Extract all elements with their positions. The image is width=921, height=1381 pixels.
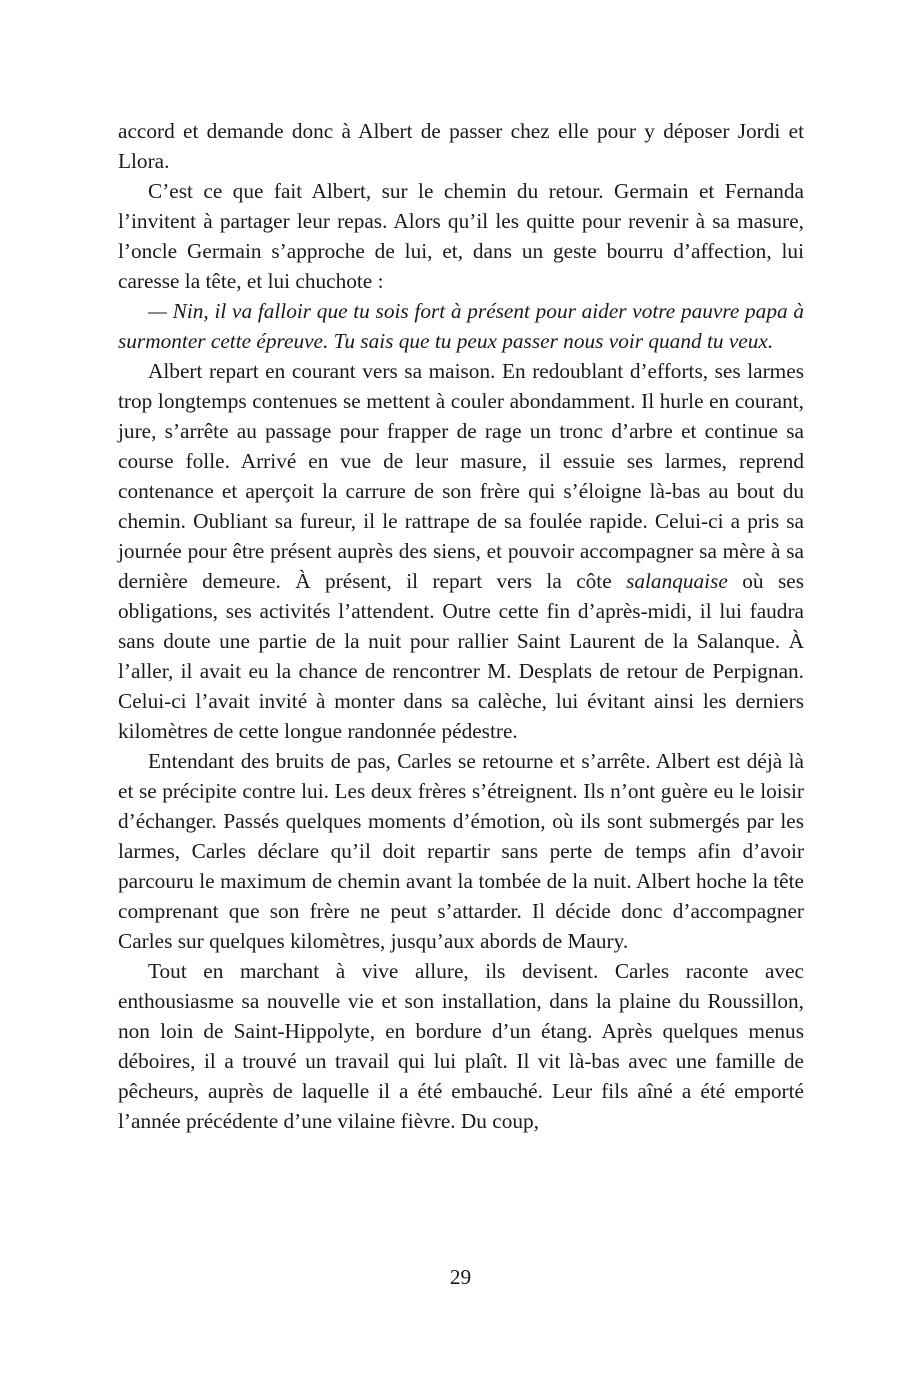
paragraph-continuation: accord et demande donc à Albert de passer chez elle pour y déposer Jordi et Llora.: [118, 119, 804, 173]
italic-word-salanquaise: salanquaise: [626, 569, 728, 593]
paragraph-albert-runs-part-2: où ses obligations, ses activités l’attendent. Outre cette fin d’après-midi, il lui faudra sans doute une partie de la nuit pour rallier Saint Laurent de la Salanque. À l’aller, il avait eu la chance de rencontrer M. Desplats de retour de Perpignan. Celui-ci l’avait invité à monter dans sa calèche, lui évitant ainsi les derniers kilomètres de cette longue randonnée pédestre.: [118, 569, 804, 743]
paragraph-albert-runs: [118, 356, 804, 746]
paragraph-albert-visit: C’est ce que fait Albert, sur le chemin du retour. Germain et Fernanda l’invitent à partager leur repas. Alors qu’il les quitte pour revenir à sa masure, l’oncle Germain s’approche de lui, et, dans un geste bourru d’affection, lui caresse la tête, et lui chuchote :: [118, 179, 804, 293]
paragraph-albert-runs-part-1: Albert repart en courant vers sa maison. En redoublant d’efforts, ses larmes trop longtemps contenues se mettent à couler abondamment. Il hurle en courant, jure, s’arrête au passage pour frapper de rage un tronc d’arbre et continue sa course folle. Arrivé en vue de leur masure, il essuie ses larmes, reprend contenance et aperçoit la carrure de son frère qui s’éloigne là-bas au bout du chemin. Oubliant sa fureur, il le rattrape de sa foulée rapide. Celui-ci a pris sa journée pour être présent auprès des siens, et pouvoir accompagner sa mère à sa dernière demeure. À présent, il repart vers la côte: [118, 359, 804, 593]
paragraph-germain-dialogue: — Nin, il va falloir que tu sois fort à présent pour aider votre pauvre papa à surmonter cette épreuve. Tu sais que tu peux passer nous voir quand tu veux.: [118, 299, 804, 353]
paragraph-brothers-embrace: Entendant des bruits de pas, Carles se retourne et s’arrête. Albert est déjà là et se précipite contre lui. Les deux frères s’étreignent. Ils n’ont guère eu le loisir d’échanger. Passés quelques moments d’émotion, où ils sont submergés par les larmes, Carles déclare qu’il doit repartir sans perte de temps afin d’avoir parcouru le maximum de chemin avant la tombée de la nuit. Albert hoche la tête comprenant que son frère ne peut s’attarder. Il décide donc d’accompagner Carles sur quelques kilomètres, jusqu’aux abords de Maury.: [118, 749, 804, 953]
paragraph-walking-together: Tout en marchant à vive allure, ils devisent. Carles raconte avec enthousiasme sa nouvelle vie et son installation, dans la plaine du Roussillon, non loin de Saint-Hippolyte, en bordure d’un étang. Après quelques menus déboires, il a trouvé un travail qui lui plaît. Il vit là-bas avec une famille de pêcheurs, auprès de laquelle il a été embauché. Leur fils aîné a été emporté l’année précédente d’une vilaine fièvre. Du coup,: [118, 959, 804, 1133]
page-number: 29: [449, 1265, 472, 1289]
page-body: [118, 116, 804, 1136]
